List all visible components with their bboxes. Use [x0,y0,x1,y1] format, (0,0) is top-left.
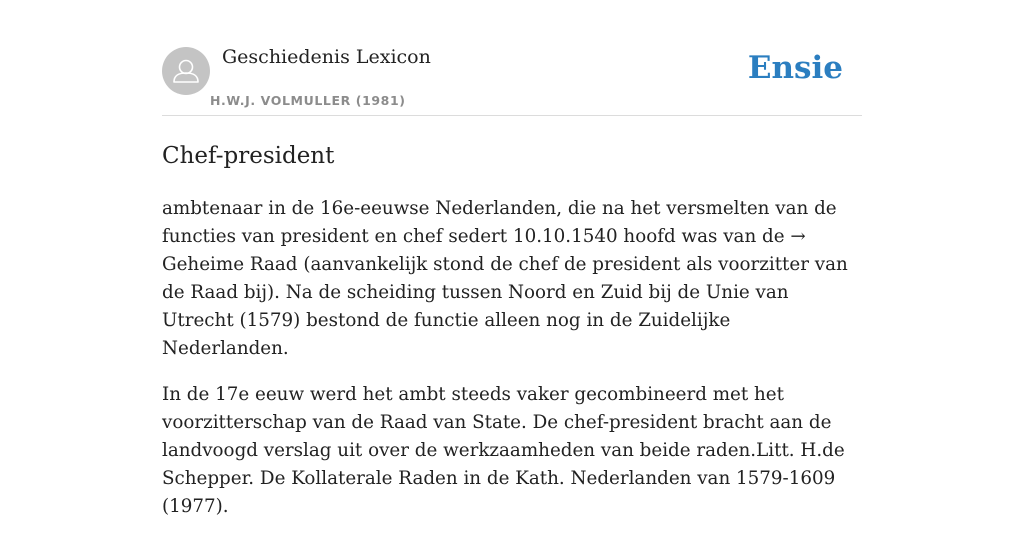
entry-header [162,0,862,116]
avatar[interactable] [162,47,210,95]
user-avatar-icon [162,47,210,95]
entry-body [162,195,862,521]
entry-paragraph: In de 17e eeuw werd het ambt steeds vaker gecombineerd met het voorzitterschap van de Raad van State. De chef-president bracht aan de landvoogd verslag uit over de werkzaamheden van beide raden.Litt. H.de Schepper. De Kollaterale Raden in de Kath. Nederlanden van 1579-1609 (1977). [162,384,845,517]
page [162,0,862,539]
author-byline[interactable]: H.W.J. VOLMULLER (1981) [210,93,406,108]
entry-title: Chef-president [162,143,335,169]
source-title[interactable]: Geschiedenis Lexicon [222,46,431,68]
entry-paragraph: ambtenaar in de 16e-eeuwse Nederlanden, die na het versmelten van de functies van president en chef sedert 10.10.1540 hoofd was van de → Geheime Raad (aanvankelijk stond de chef de president als voorzitter van de Raad bij). Na de scheiding tussen Noord en Zuid bij de Unie van Utrecht (1579) bestond de functie alleen nog in de Zuidelijke Nederlanden. [162,198,848,359]
brand-logo[interactable]: Ensie [747,50,843,86]
